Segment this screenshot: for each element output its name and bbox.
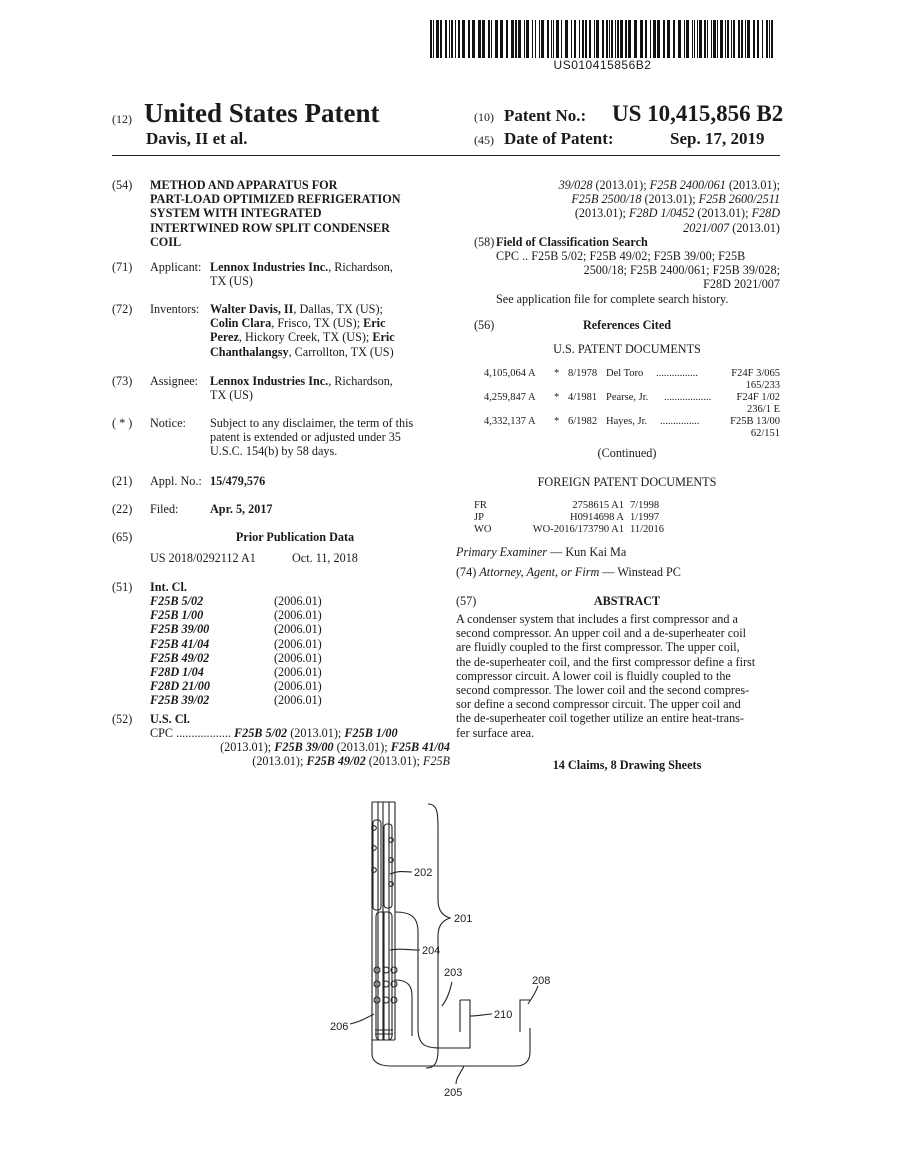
abstract-line: compressor circuit. A lower coil is fluidly coupled to the (456, 668, 731, 683)
barcode-bar (617, 20, 619, 58)
barcode-bar (491, 20, 492, 58)
inventor-name: Colin Clara (210, 316, 272, 331)
cpc-date: (2013.01) (729, 220, 780, 235)
foreign-ref-list (474, 500, 780, 536)
us-cl-text (150, 726, 450, 769)
patent-number: US 10,415,856 B2 (612, 101, 784, 126)
barcode-bar (741, 20, 743, 58)
inventor-city: , Frisco, TX (US); (271, 316, 364, 331)
barcode-bar (551, 20, 552, 58)
label-202: 202 (414, 867, 433, 879)
examiner-label: Primary Examiner (456, 545, 548, 559)
page-title: United States Patent (144, 98, 380, 128)
title-line: COIL (150, 234, 182, 249)
notice-text (210, 416, 445, 459)
examiner-name: — Kun Kai Ma (547, 545, 627, 559)
barcode-bar (725, 20, 726, 58)
label-205: 205 (444, 1087, 463, 1099)
barcode-bar (506, 20, 508, 58)
barcode-bar (455, 20, 456, 58)
int-cl-date: (2006.01) (274, 679, 322, 694)
int-cl-date: (2006.01) (274, 636, 322, 651)
ref-star: * (554, 368, 560, 379)
patent-date: Sep. 17, 2019 (670, 129, 765, 148)
barcode-bar (733, 20, 735, 58)
inventor-city: , Dallas, TX (US); (293, 302, 383, 316)
ref-date: 7/1998 (630, 500, 660, 511)
brace-201 (426, 804, 450, 1068)
cpc-date: (2013.01); (365, 754, 423, 769)
barcode-bar (747, 20, 750, 58)
barcode-bar (561, 20, 562, 58)
cpc-code: F25B 2500/18 (571, 192, 642, 207)
continued-note: (Continued) (597, 446, 657, 460)
label-208: 208 (532, 975, 551, 987)
piping-drawing (372, 912, 530, 1066)
leader-210 (470, 1014, 492, 1016)
cpc-date: (2013.01); (641, 192, 699, 207)
refs-heading: References Cited (582, 318, 672, 332)
barcode-bar (547, 20, 549, 58)
code-57: (57) (456, 594, 477, 608)
int-cl-row (150, 679, 410, 693)
claims-summary: 14 Claims, 8 Drawing Sheets (552, 758, 702, 772)
inventor-name: Perez (210, 330, 239, 345)
condenser-coil-drawing (372, 802, 397, 1040)
barcode-bar (711, 20, 712, 58)
barcode-bar (488, 20, 490, 58)
cpc-date: (2013.01); (252, 754, 307, 769)
int-cl-list (150, 594, 410, 708)
cpc-code: F25B 1/00 (344, 726, 398, 740)
barcode-bar (720, 20, 723, 58)
ref-date: 4/1981 (568, 392, 598, 403)
barcode-bar (495, 20, 498, 58)
barcode-bar (667, 20, 670, 58)
ref-number: H0914698 A (570, 512, 624, 523)
barcode-bar (594, 20, 595, 58)
int-cl-row (150, 693, 410, 707)
abstract-line: second compressor. The lower coil and the second compres- (456, 683, 750, 698)
barcode (430, 20, 775, 58)
code-74: (74) (456, 565, 477, 579)
applicant-label: Applicant: (150, 260, 202, 274)
cpc-continued (474, 178, 780, 235)
us-cl-label: U.S. Cl. (150, 712, 190, 726)
cpc-code: F28D 1/0452 (629, 206, 695, 221)
cpc-date: (2013.01); (574, 206, 629, 221)
barcode-bar (684, 20, 685, 58)
int-cl-code: F25B 39/00 (150, 622, 210, 637)
abstract-text (456, 612, 780, 740)
code-22: (22) (112, 502, 133, 516)
int-cl-code: F28D 1/04 (150, 665, 204, 680)
us-ref-row (484, 392, 780, 416)
code-73: (73) (112, 374, 133, 388)
barcode-bar (524, 20, 525, 58)
barcode-bar (634, 20, 637, 58)
barcode-bar (694, 20, 695, 58)
ref-name: Del Toro (606, 368, 644, 379)
int-cl-code: F28D 21/00 (150, 679, 210, 694)
label-203: 203 (444, 967, 463, 979)
ref-country: FR (474, 500, 487, 511)
cpc-code: F25B (422, 754, 450, 769)
code-10: (10) (474, 110, 494, 124)
barcode-number: US010415856B2 (553, 58, 652, 72)
attorney-label: Attorney, Agent, or Firm (479, 565, 600, 579)
prior-pub-date: Oct. 11, 2018 (292, 551, 358, 565)
barcode-bar (478, 20, 481, 58)
us-ref-list (484, 368, 780, 440)
attorney (456, 565, 681, 579)
inventor-name: Chanthalangsy (210, 344, 289, 359)
abstract-line: are fluidly coupled to the first compressor. The upper coil, (456, 640, 740, 655)
barcode-bar (482, 20, 485, 58)
cpc-code: F25B 41/04 (390, 740, 450, 755)
code-51: (51) (112, 580, 133, 594)
barcode-bar (611, 20, 613, 58)
int-cl-date: (2006.01) (274, 594, 322, 608)
prior-pub-no: US 2018/0292112 A1 (150, 551, 256, 565)
abstract-line: the de-superheater coil together utilize an entire heat-trans- (456, 711, 744, 726)
barcode-bar (433, 20, 434, 58)
barcode-bar (704, 20, 706, 58)
inventor-city: , Carrollton, TX (US) (288, 344, 394, 359)
barcode-bar (762, 20, 763, 58)
us-ref-row (484, 416, 780, 440)
int-cl-date: (2006.01) (274, 665, 322, 680)
title-line: PART-LOAD OPTIMIZED REFRIGERATION (150, 192, 401, 207)
field-line: F28D 2021/007 (703, 277, 780, 292)
label-201: 201 (454, 913, 473, 925)
title-line: INTERTWINED ROW SPLIT CONDENSER (150, 220, 390, 235)
barcode-bar (628, 20, 631, 58)
barcode-bar (657, 20, 660, 58)
label-206: 206 (330, 1021, 349, 1033)
applicant-city: , Richardson, (328, 260, 393, 274)
notice-line: U.S.C. 154(b) by 58 days. (210, 444, 338, 459)
ref-dots: ............... (660, 416, 700, 427)
cpc-code: F25B 2400/061 (649, 178, 726, 192)
cpc-date: (2013.01); (287, 726, 345, 740)
int-cl-row (150, 594, 410, 608)
header-rule (112, 155, 780, 156)
barcode-bar (500, 20, 503, 58)
barcode-bar (769, 20, 770, 58)
date-label: Date of Patent: (504, 129, 614, 148)
applicant (210, 260, 445, 288)
barcode-bar (440, 20, 442, 58)
filed-date: Apr. 5, 2017 (210, 502, 273, 516)
ref-name: Pearse, Jr. (606, 392, 649, 403)
int-cl-date: (2006.01) (274, 650, 322, 665)
ref-country: JP (474, 512, 484, 523)
ref-subclass: 62/151 (750, 428, 780, 439)
barcode-bar (436, 20, 439, 58)
applicant-name: Lennox Industries Inc. (210, 260, 329, 274)
barcode-bar (620, 20, 623, 58)
field-search (496, 249, 780, 292)
cpc-date: (2013.01); (694, 206, 752, 221)
barcode-bar (717, 20, 718, 58)
assignee-state: TX (US) (210, 388, 253, 403)
barcode-bar (697, 20, 698, 58)
inventor-name: Walter Davis, II (210, 302, 294, 316)
code-58: (58) (474, 235, 495, 249)
barcode-bar (731, 20, 732, 58)
cpc-code: F25B 2600/2511 (698, 192, 780, 207)
cpc-code: F28D (751, 206, 780, 221)
field-heading: Field of Classification Search (496, 235, 648, 249)
examiner (456, 545, 626, 559)
code-52: (52) (112, 712, 133, 726)
barcode-bar (745, 20, 746, 58)
cpc-code: 2021/007 (683, 220, 730, 235)
int-cl-row (150, 665, 410, 679)
barcode-bar (472, 20, 475, 58)
code-45: (45) (474, 133, 494, 147)
prior-pub-heading: Prior Publication Data (235, 530, 355, 544)
ref-date: 6/1982 (568, 416, 598, 427)
barcode-bar (602, 20, 604, 58)
int-cl-date: (2006.01) (274, 608, 322, 623)
barcode-bar (625, 20, 627, 58)
barcode-bar (686, 20, 689, 58)
barcode-bar (526, 20, 529, 58)
barcode-bar (653, 20, 656, 58)
barcode-bar (673, 20, 675, 58)
inventors-list (210, 302, 445, 359)
int-cl-code: F25B 41/04 (150, 636, 210, 651)
barcode-bar (458, 20, 460, 58)
code-54: (54) (112, 178, 133, 192)
int-cl-code: F25B 1/00 (150, 608, 204, 623)
barcode-bar (556, 20, 559, 58)
barcode-bar (663, 20, 665, 58)
code-21: (21) (112, 474, 133, 488)
applicant-state: TX (US) (210, 274, 253, 289)
leader-208 (528, 986, 538, 1004)
int-cl-code: F25B 5/02 (150, 594, 204, 608)
representative-drawing (320, 800, 580, 1100)
title-line: SYSTEM WITH INTEGRATED (150, 206, 322, 221)
barcode-bar (692, 20, 693, 58)
barcode-bar (571, 20, 572, 58)
patent-no-label: Patent No.: (504, 106, 587, 125)
inventor-name: Eric (372, 330, 395, 345)
barcode-bar (645, 20, 647, 58)
barcode-bar (515, 20, 517, 58)
ref-class: F24F 3/065 (731, 368, 780, 379)
label-204: 204 (422, 945, 441, 957)
abstract-line: sor define a second compressor circuit. The upper coil and (456, 697, 741, 712)
barcode-bar (609, 20, 610, 58)
barcode-bar (766, 20, 768, 58)
abstract-line: A condenser system that includes a first compressor and a (456, 612, 738, 626)
filed-label: Filed: (150, 502, 179, 516)
ref-country: WO (474, 524, 492, 535)
int-cl-code: F25B 49/02 (150, 650, 210, 665)
notice-label: Notice: (150, 416, 186, 430)
cpc-code: F25B 49/02 (306, 754, 366, 769)
cpc-code: 39/028 (558, 178, 593, 192)
leader-203 (442, 982, 452, 1006)
int-cl-date: (2006.01) (274, 693, 322, 708)
barcode-bar (707, 20, 708, 58)
code-65: (65) (112, 530, 133, 544)
invention-title (150, 178, 440, 249)
cpc-code: F25B 39/00 (274, 740, 334, 755)
ref-dots: ................ (656, 368, 698, 379)
barcode-bar (771, 20, 773, 58)
barcode-bar (579, 20, 580, 58)
ref-number: 4,259,847 A (484, 392, 536, 403)
barcode-bar (574, 20, 576, 58)
barcode-bar (738, 20, 740, 58)
field-line: 2500/18; F25B 2400/061; F25B 39/028; (583, 263, 780, 278)
ref-date: 11/2016 (630, 524, 665, 535)
barcode-bar (582, 20, 584, 58)
code-12: (12) (112, 112, 132, 126)
barcode-bar (535, 20, 536, 58)
barcode-bar (727, 20, 729, 58)
barcode-bar (539, 20, 540, 58)
inventors-short: Davis, II et al. (146, 129, 248, 148)
ref-star: * (554, 416, 560, 427)
field-line: CPC .. F25B 5/02; F25B 49/02; F25B 39/00; F25B (496, 249, 746, 263)
barcode-bar (565, 20, 568, 58)
leader-205 (456, 1066, 464, 1084)
barcode-bar (462, 20, 465, 58)
code-notice: ( * ) (112, 416, 133, 430)
cpc-date: (2013.01); (592, 178, 650, 192)
ref-date: 1/1997 (630, 512, 660, 523)
leader-206 (350, 1014, 374, 1024)
code-56: (56) (474, 318, 495, 332)
inventor-name: Eric (363, 316, 386, 331)
abstract-line: the de-superheater coil, and the first compressor define a first (456, 654, 756, 669)
code-71: (71) (112, 260, 133, 274)
barcode-bar (511, 20, 514, 58)
barcode-bar (640, 20, 643, 58)
ref-number: 4,332,137 A (484, 416, 536, 427)
appl-no: 15/479,576 (210, 474, 266, 488)
barcode-bar (699, 20, 702, 58)
barcode-bar (589, 20, 591, 58)
ref-star: * (554, 392, 560, 403)
ref-date: 8/1978 (568, 368, 598, 379)
int-cl-date: (2006.01) (274, 622, 322, 637)
cpc-code: F25B 5/02 (233, 726, 288, 740)
cpc-date: (2013.01); (725, 178, 780, 192)
barcode-bar (541, 20, 544, 58)
leader-204 (390, 949, 420, 950)
barcode-bar (615, 20, 616, 58)
abstract-line: second compressor. An upper coil and a de-superheater coil (456, 626, 747, 641)
abstract-heading: ABSTRACT (593, 594, 661, 608)
ref-number: 2758615 A1 (572, 500, 624, 511)
barcode-bar (518, 20, 521, 58)
barcode-bar (451, 20, 453, 58)
barcode-bar (713, 20, 716, 58)
barcode-bar (468, 20, 470, 58)
foreign-ref-row (474, 500, 780, 512)
cpc-date: (2013.01); (333, 740, 391, 755)
barcode-bar (606, 20, 608, 58)
assignee-name: Lennox Industries Inc. (210, 374, 329, 388)
int-cl-row (150, 608, 410, 622)
abstract-line: fer surface area. (456, 725, 535, 740)
assignee-label: Assignee: (150, 374, 199, 388)
foreign-docs-heading: FOREIGN PATENT DOCUMENTS (537, 475, 717, 489)
barcode-bar (757, 20, 759, 58)
inventors-label: Inventors: (150, 302, 200, 316)
barcode-bar (650, 20, 651, 58)
foreign-ref-row (474, 512, 780, 524)
ref-number: WO-2016/173790 A1 (532, 524, 624, 535)
barcode-bar (532, 20, 533, 58)
int-cl-row (150, 651, 410, 665)
barcode-bar (445, 20, 447, 58)
int-cl-row (150, 637, 410, 651)
title-line: METHOD AND APPARATUS FOR (150, 178, 338, 192)
attorney-name: — Winstead PC (599, 565, 681, 579)
barcode-bar (449, 20, 450, 58)
ref-number: 4,105,064 A (484, 368, 536, 379)
int-cl-label: Int. Cl. (150, 580, 187, 594)
barcode-bar (585, 20, 587, 58)
ref-dots: .................. (664, 392, 712, 403)
barcode-bar (553, 20, 554, 58)
leader-202 (390, 872, 412, 875)
barcode-bar (753, 20, 755, 58)
ref-name: Hayes, Jr. (606, 416, 648, 427)
appl-no-label: Appl. No.: (150, 474, 202, 488)
inventor-city: , Hickory Creek, TX (US); (238, 330, 373, 345)
barcode-bar (678, 20, 681, 58)
field-note: See application file for complete search history. (496, 292, 729, 306)
ref-subclass: 165/233 (745, 380, 780, 391)
ref-subclass: 236/1 E (747, 404, 780, 415)
assignee (210, 374, 445, 402)
notice-line: Subject to any disclaimer, the term of this (210, 416, 414, 430)
int-cl-row (150, 622, 410, 636)
assignee-city: , Richardson, (328, 374, 393, 388)
cpc-date: (2013.01); (220, 740, 275, 755)
us-docs-heading: U.S. PATENT DOCUMENTS (553, 342, 701, 356)
ref-class: F25B 13/00 (730, 416, 780, 427)
us-ref-row (484, 368, 780, 392)
cpc-prefix: CPC .................. (150, 726, 231, 740)
notice-line: patent is extended or adjusted under 35 (210, 430, 401, 445)
label-210: 210 (494, 1009, 513, 1021)
int-cl-code: F25B 39/02 (150, 693, 210, 708)
foreign-ref-row (474, 524, 780, 536)
barcode-bar (596, 20, 599, 58)
ref-class: F24F 1/02 (736, 392, 780, 403)
barcode-bar (430, 20, 432, 58)
code-72: (72) (112, 302, 133, 316)
